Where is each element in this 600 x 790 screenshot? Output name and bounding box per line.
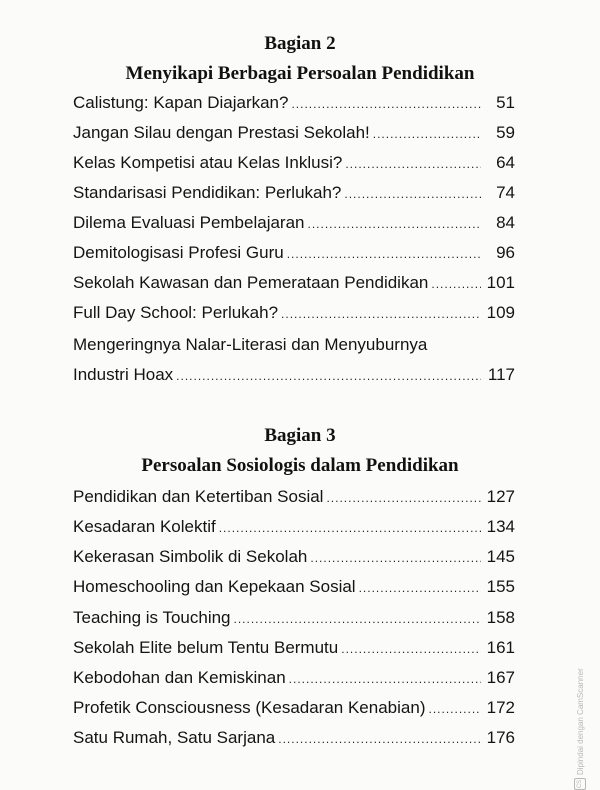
toc-entry-page: 51 <box>496 93 515 112</box>
toc-entry-title: Full Day School: Perlukah? <box>73 303 279 322</box>
toc-entry-page: 155 <box>486 577 515 596</box>
toc-leader-dots <box>326 483 480 513</box>
toc-entry-title: Kebodohan dan Kemiskinan <box>73 668 286 687</box>
toc-entry <box>73 148 515 178</box>
toc-entry-title: Standarisasi Pendidikan: Perlukah? <box>73 183 342 202</box>
toc-entry-title-line1: Mengeringnya Nalar-Literasi dan Menyuburnya <box>73 335 428 354</box>
toc-entry-title: Industri Hoax <box>73 365 174 384</box>
toc-entry <box>73 298 515 328</box>
section-subtitle: Persoalan Sosiologis dalam Pendidikan <box>141 455 459 476</box>
toc-entry-page: 59 <box>496 123 515 142</box>
toc-entry-page: 84 <box>496 213 515 232</box>
toc-entry-title: Calistung: Kapan Diajarkan? <box>73 93 289 112</box>
section-part-heading: Bagian 3 <box>264 425 336 446</box>
toc-entry-page: 158 <box>486 608 515 627</box>
toc-entry <box>73 360 515 390</box>
toc-entry-page: 176 <box>486 728 515 747</box>
toc-entry-page: 74 <box>496 183 515 202</box>
toc-leader-dots <box>281 299 481 329</box>
toc-entry <box>73 542 515 572</box>
toc-entry <box>73 633 515 663</box>
toc-entry-title: Sekolah Kawasan dan Pemerataan Pendidikan <box>73 273 429 292</box>
toc-leader-dots <box>373 119 481 149</box>
toc-leader-dots <box>234 604 481 634</box>
toc-entry-title: Jangan Silau dengan Prestasi Sekolah! <box>73 123 370 142</box>
toc-entry-page: 134 <box>486 517 515 536</box>
toc-entry-title: Demitologisasi Profesi Guru <box>73 243 284 262</box>
toc-entry <box>73 512 515 542</box>
toc-leader-dots <box>176 361 481 391</box>
watermark-text: Dipindai dengan CamScanner <box>575 668 585 775</box>
toc-entry <box>73 482 515 512</box>
toc-entry <box>73 178 515 208</box>
toc-entry-page: 145 <box>486 547 515 566</box>
toc-entry-title: Pendidikan dan Ketertiban Sosial <box>73 487 324 506</box>
toc-leader-dots <box>291 89 481 119</box>
toc-leader-dots <box>428 694 480 724</box>
toc-entry-title: Satu Rumah, Satu Sarjana <box>73 728 276 747</box>
toc-entry-page: 161 <box>486 638 515 657</box>
toc-entry-page: 127 <box>486 487 515 506</box>
toc-leader-dots <box>341 634 480 664</box>
toc-entry-page: 117 <box>487 365 515 384</box>
toc-entry-title: Kekerasan Simbolik di Sekolah <box>73 547 308 566</box>
toc-leader-dots <box>219 513 481 543</box>
toc-entry-page: 167 <box>486 668 515 687</box>
toc-leader-dots <box>278 724 480 754</box>
toc-entry <box>73 723 515 753</box>
toc-leader-dots <box>431 269 480 299</box>
camscanner-logo-icon: CS <box>574 778 586 790</box>
scanner-watermark <box>574 668 586 790</box>
toc-entry <box>73 572 515 602</box>
toc-leader-dots <box>310 543 480 573</box>
toc-entry <box>73 118 515 148</box>
toc-entry <box>73 238 515 268</box>
toc-leader-dots <box>345 149 481 179</box>
toc-entry-title: Profetik Consciousness (Kesadaran Kenabian) <box>73 698 426 717</box>
toc-entry-page: 64 <box>496 153 515 172</box>
toc-entry <box>73 88 515 118</box>
toc-entry <box>73 603 515 633</box>
toc-leader-dots <box>308 209 481 239</box>
toc-leader-dots <box>287 239 481 269</box>
toc-entry-page: 96 <box>496 243 515 262</box>
toc-entry <box>73 663 515 693</box>
toc-leader-dots <box>289 664 481 694</box>
toc-entry-page: 172 <box>486 698 515 717</box>
toc-leader-dots <box>344 179 481 209</box>
section-part-heading: Bagian 2 <box>264 33 336 54</box>
section-subtitle: Menyikapi Berbagai Persoalan Pendidikan <box>125 63 475 84</box>
toc-entry-title: Teaching is Touching <box>73 608 231 627</box>
toc-entry-title: Homeschooling dan Kepekaan Sosial <box>73 577 356 596</box>
toc-entry <box>73 208 515 238</box>
toc-entry-page: 109 <box>486 303 515 322</box>
toc-entry-title: Sekolah Elite belum Tentu Bermutu <box>73 638 339 657</box>
toc-leader-dots <box>359 573 481 603</box>
toc-entry-page: 101 <box>486 273 515 292</box>
toc-entry-title: Kelas Kompetisi atau Kelas Inklusi? <box>73 153 343 172</box>
toc-entry <box>73 693 515 723</box>
toc-entry-title: Kesadaran Kolektif <box>73 517 216 536</box>
toc-entry-title: Dilema Evaluasi Pembelajaran <box>73 213 305 232</box>
toc-entry <box>73 268 515 298</box>
